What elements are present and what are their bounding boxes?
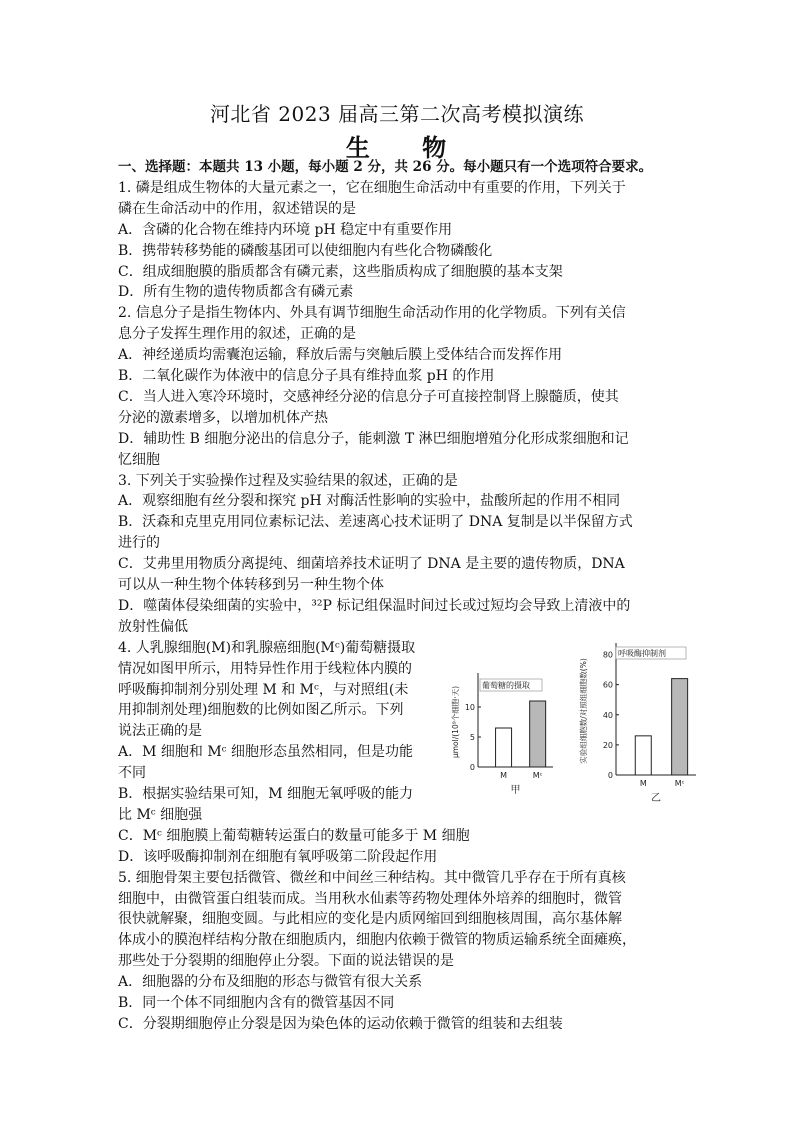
y-tick-label: 80 xyxy=(602,650,613,660)
question-line: 5. 细胞骨架主要包括微管、微丝和中间丝三种结构。其中微管几乎存在于所有真核 xyxy=(118,869,626,886)
subject-title: 生 物 xyxy=(345,133,469,162)
question-line: B．沃森和克里克用同位素标记法、差速离心技术证明了 DNA 复制是以半保留方式 xyxy=(118,514,633,531)
y-tick-label: 20 xyxy=(602,740,613,750)
section-heading: 一、选择题：本题共 13 小题，每小题 2 分，共 26 分。每小题只有一个选项符合要求。 xyxy=(118,159,653,175)
question-line: C．Mᶜ 细胞膜上葡萄糖转运蛋白的数量可能多于 M 细胞 xyxy=(118,827,470,844)
bar-Mᶜ xyxy=(530,701,546,767)
question-line: 3. 下列关于实验操作过程及实验结果的叙述，正确的是 xyxy=(118,472,458,489)
y-tick-label: 0 xyxy=(607,771,613,780)
question-line: 分泌的激素增多，以增加机体产热 xyxy=(118,409,328,426)
question-line: 放射性偏低 xyxy=(118,618,188,635)
question-line: 2. 信息分子是指生物体内、外具有调节细胞生命活动作用的化学物质。下列有关信 xyxy=(118,305,626,322)
bar-M xyxy=(635,736,651,775)
question-line: 比 Mᶜ 细胞强 xyxy=(118,806,203,823)
chart-title: 呼吸酶抑制剂 xyxy=(618,649,666,658)
panel-label: 乙 xyxy=(651,793,661,803)
panel-label: 甲 xyxy=(510,785,521,795)
question-line: 那些处于分裂期的细胞停止分裂。下面的说法错误的是 xyxy=(118,953,454,970)
y-tick-label: 5 xyxy=(469,733,475,742)
question-line: D．辅助性 B 细胞分泌出的信息分子，能刺激 T 淋巴细胞增殖分化形成浆细胞和记 xyxy=(118,430,629,447)
y-tick-label: 40 xyxy=(602,710,613,720)
x-tick-label: Mᶜ xyxy=(674,779,685,788)
question-line: C．组成细胞膜的脂质都含有磷元素，这些脂质构成了细胞膜的基本支架 xyxy=(118,263,563,280)
question-line: 可以从一种生物个体转移到另一种生物个体 xyxy=(118,577,384,593)
question-line: 用抑制剂处理)细胞数的比例如图乙所示。下列 xyxy=(118,702,404,719)
bar-Mᶜ xyxy=(672,679,688,775)
question-line: 体成小的膜泡样结构分散在细胞质内，细胞内依赖于微管的物质运输系统全面瘫痪， xyxy=(118,932,636,949)
question-line: A．细胞器的分布及细胞的形态与微管有很大关系 xyxy=(118,974,423,991)
y-tick-label: 0 xyxy=(469,763,475,772)
question-line: 进行的 xyxy=(118,535,160,552)
question-line: 情况如图甲所示，用特异性作用于线粒体内膜的 xyxy=(118,660,412,677)
question-line: C．当人进入寒冷环境时，交感神经分泌的信息分子可直接控制肾上腺髓质，使其 xyxy=(118,388,619,405)
question-line: 1. 磷是组成生物体的大量元素之一，它在细胞生命活动中有重要的作用，下列关于 xyxy=(118,179,626,196)
y-axis-label: 实验组细胞数/对照组细胞数(%) xyxy=(579,658,588,764)
question-line: D．噬菌体侵染细菌的实验中，³²P 标记组保温时间过长或过短均会导致上清液中的 xyxy=(118,597,631,614)
question-line: 不同 xyxy=(118,765,146,782)
question-line: 呼吸酶抑制剂分别处理 M 和 Mᶜ，与对照组(未 xyxy=(118,681,409,698)
question-line: A．含磷的化合物在维持内环境 pH 稳定中有重要作用 xyxy=(118,221,453,238)
question-line: 很快就解聚，细胞变圆。与此相应的变化是内质网缩回到细胞核周围，高尔基体解 xyxy=(118,911,622,928)
question-line: 细胞中，由微管蛋白组装而成。当用秋水仙素等药物处理体外培养的细胞时，微管 xyxy=(118,890,622,907)
question-line: B．二氧化碳作为体液中的信息分子具有维持血浆 pH 的作用 xyxy=(118,368,495,384)
question-line: 说法正确的是 xyxy=(118,723,202,740)
question-line: A．观察细胞有丝分裂和探究 pH 对酶活性影响的实验中，盐酸所起的作用不相同 xyxy=(118,493,621,510)
bar-M xyxy=(496,728,512,767)
question-line: C．艾弗里用物质分离提纯、细菌培养技术证明了 DNA 是主要的遗传物质，DNA xyxy=(118,556,625,573)
y-axis-label: μmol/(10⁹个细胞·天) xyxy=(451,685,460,759)
question-line: 磷在生命活动中的作用，叙述错误的是 xyxy=(118,200,356,217)
y-tick-label: 60 xyxy=(602,680,613,690)
question-line: B．根据实验结果可知，M 细胞无氧呼吸的能力 xyxy=(118,786,414,802)
question-line: 忆细胞 xyxy=(118,451,160,468)
chart-title: 葡萄糖的摄取 xyxy=(482,681,530,690)
question-line: A．神经递质均需囊泡运输，释放后需与突触后膜上受体结合而发挥作用 xyxy=(118,347,563,364)
question-line: D．该呼吸酶抑制剂在细胞有氧呼吸第二阶段起作用 xyxy=(118,848,438,865)
question-line: C．分裂期细胞停止分裂是因为染色体的运动依赖于微管的组装和去组装 xyxy=(118,1015,563,1032)
question-line: D．所有生物的遗传物质都含有磷元素 xyxy=(118,284,354,301)
question-line: 息分子发挥生理作用的叙述，正确的是 xyxy=(118,326,356,343)
exam-title: 河北省 2023 届高三第二次高考模拟演练 xyxy=(209,102,585,126)
question-line: B．携带转移势能的磷酸基团可以使细胞内有些化合物磷酸化 xyxy=(118,242,493,259)
question-line: 4. 人乳腺细胞(M)和乳腺癌细胞(Mᶜ)葡萄糖摄取 xyxy=(118,639,416,656)
x-tick-label: Mᶜ xyxy=(532,771,543,780)
x-tick-label: M xyxy=(639,779,647,788)
x-tick-label: M xyxy=(500,771,508,780)
question-line: B．同一个体不同细胞内含有的微管基因不同 xyxy=(118,995,395,1011)
chart-inhibitor-ratio xyxy=(578,635,718,803)
question-line: A．M 细胞和 Mᶜ 细胞形态虽然相同，但是功能 xyxy=(118,744,413,761)
chart-glucose-uptake xyxy=(448,655,568,795)
y-tick-label: 10 xyxy=(464,703,475,712)
